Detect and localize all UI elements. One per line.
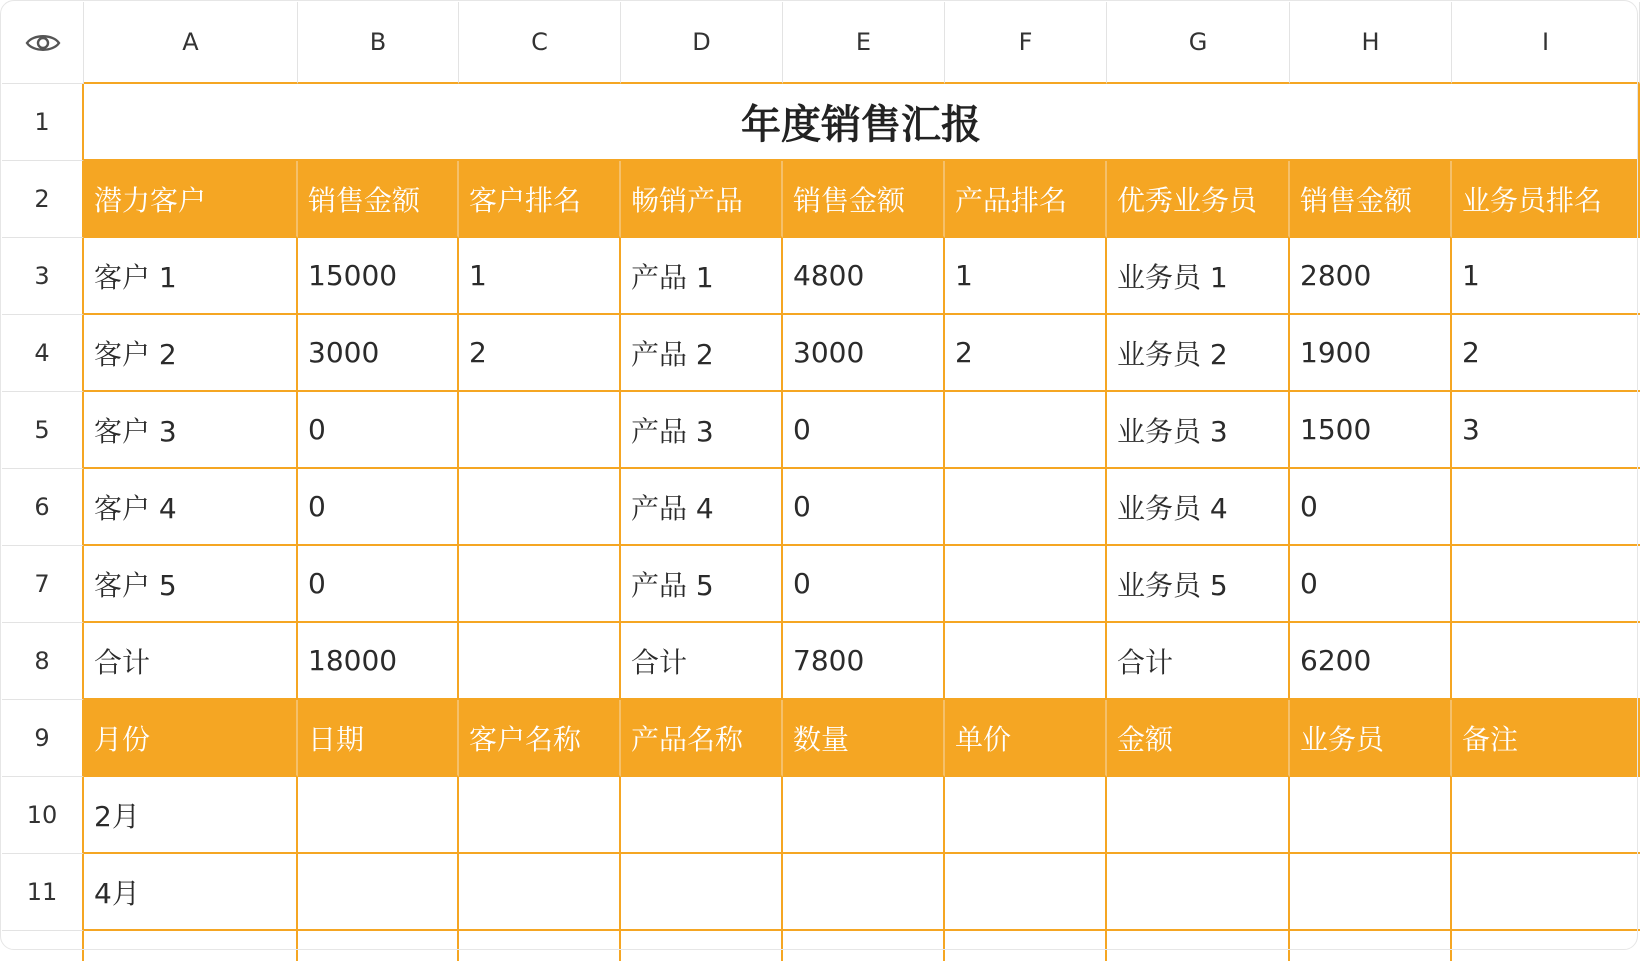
- row-header-8[interactable]: 8: [2, 623, 84, 700]
- data-cell[interactable]: [1452, 931, 1640, 961]
- header-cell[interactable]: 业务员: [1290, 700, 1452, 777]
- data-cell[interactable]: 0: [1290, 546, 1452, 623]
- data-cell[interactable]: 6200: [1290, 623, 1452, 700]
- header-cell[interactable]: 优秀业务员: [1107, 161, 1290, 238]
- data-cell[interactable]: [945, 469, 1107, 546]
- header-cell[interactable]: 数量: [783, 700, 945, 777]
- header-cell[interactable]: 单价: [945, 700, 1107, 777]
- column-header-c[interactable]: C: [459, 2, 621, 84]
- data-cell[interactable]: 18000: [298, 623, 459, 700]
- data-cell[interactable]: 0: [783, 392, 945, 469]
- header-cell[interactable]: 畅销产品: [621, 161, 783, 238]
- data-cell[interactable]: 产品 5: [621, 546, 783, 623]
- data-cell[interactable]: 1: [1452, 238, 1640, 315]
- data-cell[interactable]: 0: [783, 546, 945, 623]
- data-cell[interactable]: [459, 392, 621, 469]
- data-cell[interactable]: 产品 2: [621, 315, 783, 392]
- data-cell[interactable]: 7800: [783, 623, 945, 700]
- data-cell[interactable]: 3: [1452, 392, 1640, 469]
- data-cell[interactable]: 业务员 2: [1107, 315, 1290, 392]
- row-header-1[interactable]: 1: [2, 84, 84, 161]
- header-cell[interactable]: 业务员排名: [1452, 161, 1640, 238]
- row-header-6[interactable]: 6: [2, 469, 84, 546]
- data-cell[interactable]: 0: [783, 469, 945, 546]
- row-header-5[interactable]: 5: [2, 392, 84, 469]
- data-cell[interactable]: [945, 777, 1107, 854]
- data-cell[interactable]: 合计: [84, 623, 298, 700]
- data-cell[interactable]: 0: [298, 392, 459, 469]
- header-cell[interactable]: 备注: [1452, 700, 1640, 777]
- data-cell[interactable]: [1452, 777, 1640, 854]
- column-header-e[interactable]: E: [783, 2, 945, 84]
- data-cell[interactable]: 产品 4: [621, 469, 783, 546]
- sheet-grid: [2, 2, 1640, 961]
- data-cell[interactable]: [1452, 546, 1640, 623]
- data-cell[interactable]: 0: [298, 546, 459, 623]
- data-cell[interactable]: 业务员 4: [1107, 469, 1290, 546]
- data-cell[interactable]: [783, 931, 945, 961]
- data-cell[interactable]: 2月: [84, 777, 298, 854]
- row-header-2[interactable]: 2: [2, 161, 84, 238]
- header-cell[interactable]: 潜力客户: [84, 161, 298, 238]
- data-cell[interactable]: 产品 3: [621, 392, 783, 469]
- header-cell[interactable]: 产品排名: [945, 161, 1107, 238]
- data-cell[interactable]: 业务员 3: [1107, 392, 1290, 469]
- row-header-7[interactable]: 7: [2, 546, 84, 623]
- data-cell[interactable]: 3000: [298, 315, 459, 392]
- sheet-title[interactable]: 年度销售汇报: [84, 84, 1640, 161]
- data-cell[interactable]: 4800: [783, 238, 945, 315]
- data-cell[interactable]: 客户 1: [84, 238, 298, 315]
- column-header-d[interactable]: D: [621, 2, 783, 84]
- data-cell[interactable]: 2800: [1290, 238, 1452, 315]
- data-cell[interactable]: [945, 546, 1107, 623]
- data-cell[interactable]: [1452, 623, 1640, 700]
- data-cell[interactable]: 产品 1: [621, 238, 783, 315]
- data-cell[interactable]: 合计: [1107, 623, 1290, 700]
- data-cell[interactable]: [945, 623, 1107, 700]
- data-cell[interactable]: 3000: [783, 315, 945, 392]
- data-cell[interactable]: [1107, 931, 1290, 961]
- data-cell[interactable]: [945, 392, 1107, 469]
- data-cell[interactable]: [1452, 469, 1640, 546]
- column-header-i[interactable]: I: [1452, 2, 1640, 84]
- column-header-h[interactable]: H: [1290, 2, 1452, 84]
- data-cell[interactable]: 15000: [298, 238, 459, 315]
- header-cell[interactable]: 销售金额: [298, 161, 459, 238]
- data-cell[interactable]: [459, 777, 621, 854]
- data-cell[interactable]: 2: [945, 315, 1107, 392]
- header-cell[interactable]: 销售金额: [1290, 161, 1452, 238]
- data-cell[interactable]: [1452, 854, 1640, 931]
- data-cell[interactable]: [298, 777, 459, 854]
- data-cell[interactable]: 1500: [1290, 392, 1452, 469]
- row-header-4[interactable]: 4: [2, 315, 84, 392]
- data-cell[interactable]: [621, 931, 783, 961]
- data-cell[interactable]: 合计: [621, 623, 783, 700]
- data-cell[interactable]: 客户 4: [84, 469, 298, 546]
- column-header-a[interactable]: A: [84, 2, 298, 84]
- eye-icon[interactable]: [25, 31, 61, 55]
- data-cell[interactable]: [1107, 854, 1290, 931]
- data-cell[interactable]: 0: [298, 469, 459, 546]
- data-cell[interactable]: [459, 854, 621, 931]
- data-cell[interactable]: [1290, 854, 1452, 931]
- data-cell[interactable]: [621, 777, 783, 854]
- data-cell[interactable]: 1900: [1290, 315, 1452, 392]
- data-cell[interactable]: [621, 854, 783, 931]
- data-cell[interactable]: 客户 2: [84, 315, 298, 392]
- header-cell[interactable]: 日期: [298, 700, 459, 777]
- data-cell[interactable]: [945, 854, 1107, 931]
- column-header-b[interactable]: B: [298, 2, 459, 84]
- data-cell[interactable]: 2: [1452, 315, 1640, 392]
- data-cell[interactable]: 客户 5: [84, 546, 298, 623]
- header-cell[interactable]: 销售金额: [783, 161, 945, 238]
- data-cell[interactable]: [783, 854, 945, 931]
- data-cell[interactable]: 业务员 5: [1107, 546, 1290, 623]
- data-cell[interactable]: [1107, 777, 1290, 854]
- data-cell[interactable]: 1: [945, 238, 1107, 315]
- data-cell[interactable]: 0: [1290, 469, 1452, 546]
- column-header-f[interactable]: F: [945, 2, 1107, 84]
- row-header-partial: [2, 931, 84, 961]
- data-cell[interactable]: [298, 854, 459, 931]
- data-cell[interactable]: 4月: [84, 854, 298, 931]
- row-header-9[interactable]: 9: [2, 700, 84, 777]
- data-cell[interactable]: [84, 931, 298, 961]
- data-cell[interactable]: [1290, 777, 1452, 854]
- column-header-g[interactable]: G: [1107, 2, 1290, 84]
- data-cell[interactable]: [1290, 931, 1452, 961]
- row-header-11[interactable]: 11: [2, 854, 84, 931]
- data-cell[interactable]: [298, 931, 459, 961]
- data-cell[interactable]: 业务员 1: [1107, 238, 1290, 315]
- header-cell[interactable]: 客户排名: [459, 161, 621, 238]
- data-cell[interactable]: [459, 931, 621, 961]
- data-cell[interactable]: 1: [459, 238, 621, 315]
- corner-cell[interactable]: [2, 2, 84, 84]
- header-cell[interactable]: 客户名称: [459, 700, 621, 777]
- data-cell[interactable]: 客户 3: [84, 392, 298, 469]
- data-cell[interactable]: [783, 777, 945, 854]
- data-cell[interactable]: 2: [459, 315, 621, 392]
- row-header-3[interactable]: 3: [2, 238, 84, 315]
- header-cell[interactable]: 月份: [84, 700, 298, 777]
- data-cell[interactable]: [459, 469, 621, 546]
- data-cell[interactable]: [459, 623, 621, 700]
- data-cell[interactable]: [945, 931, 1107, 961]
- data-cell[interactable]: [459, 546, 621, 623]
- header-cell[interactable]: 产品名称: [621, 700, 783, 777]
- header-cell[interactable]: 金额: [1107, 700, 1290, 777]
- row-header-10[interactable]: 10: [2, 777, 84, 854]
